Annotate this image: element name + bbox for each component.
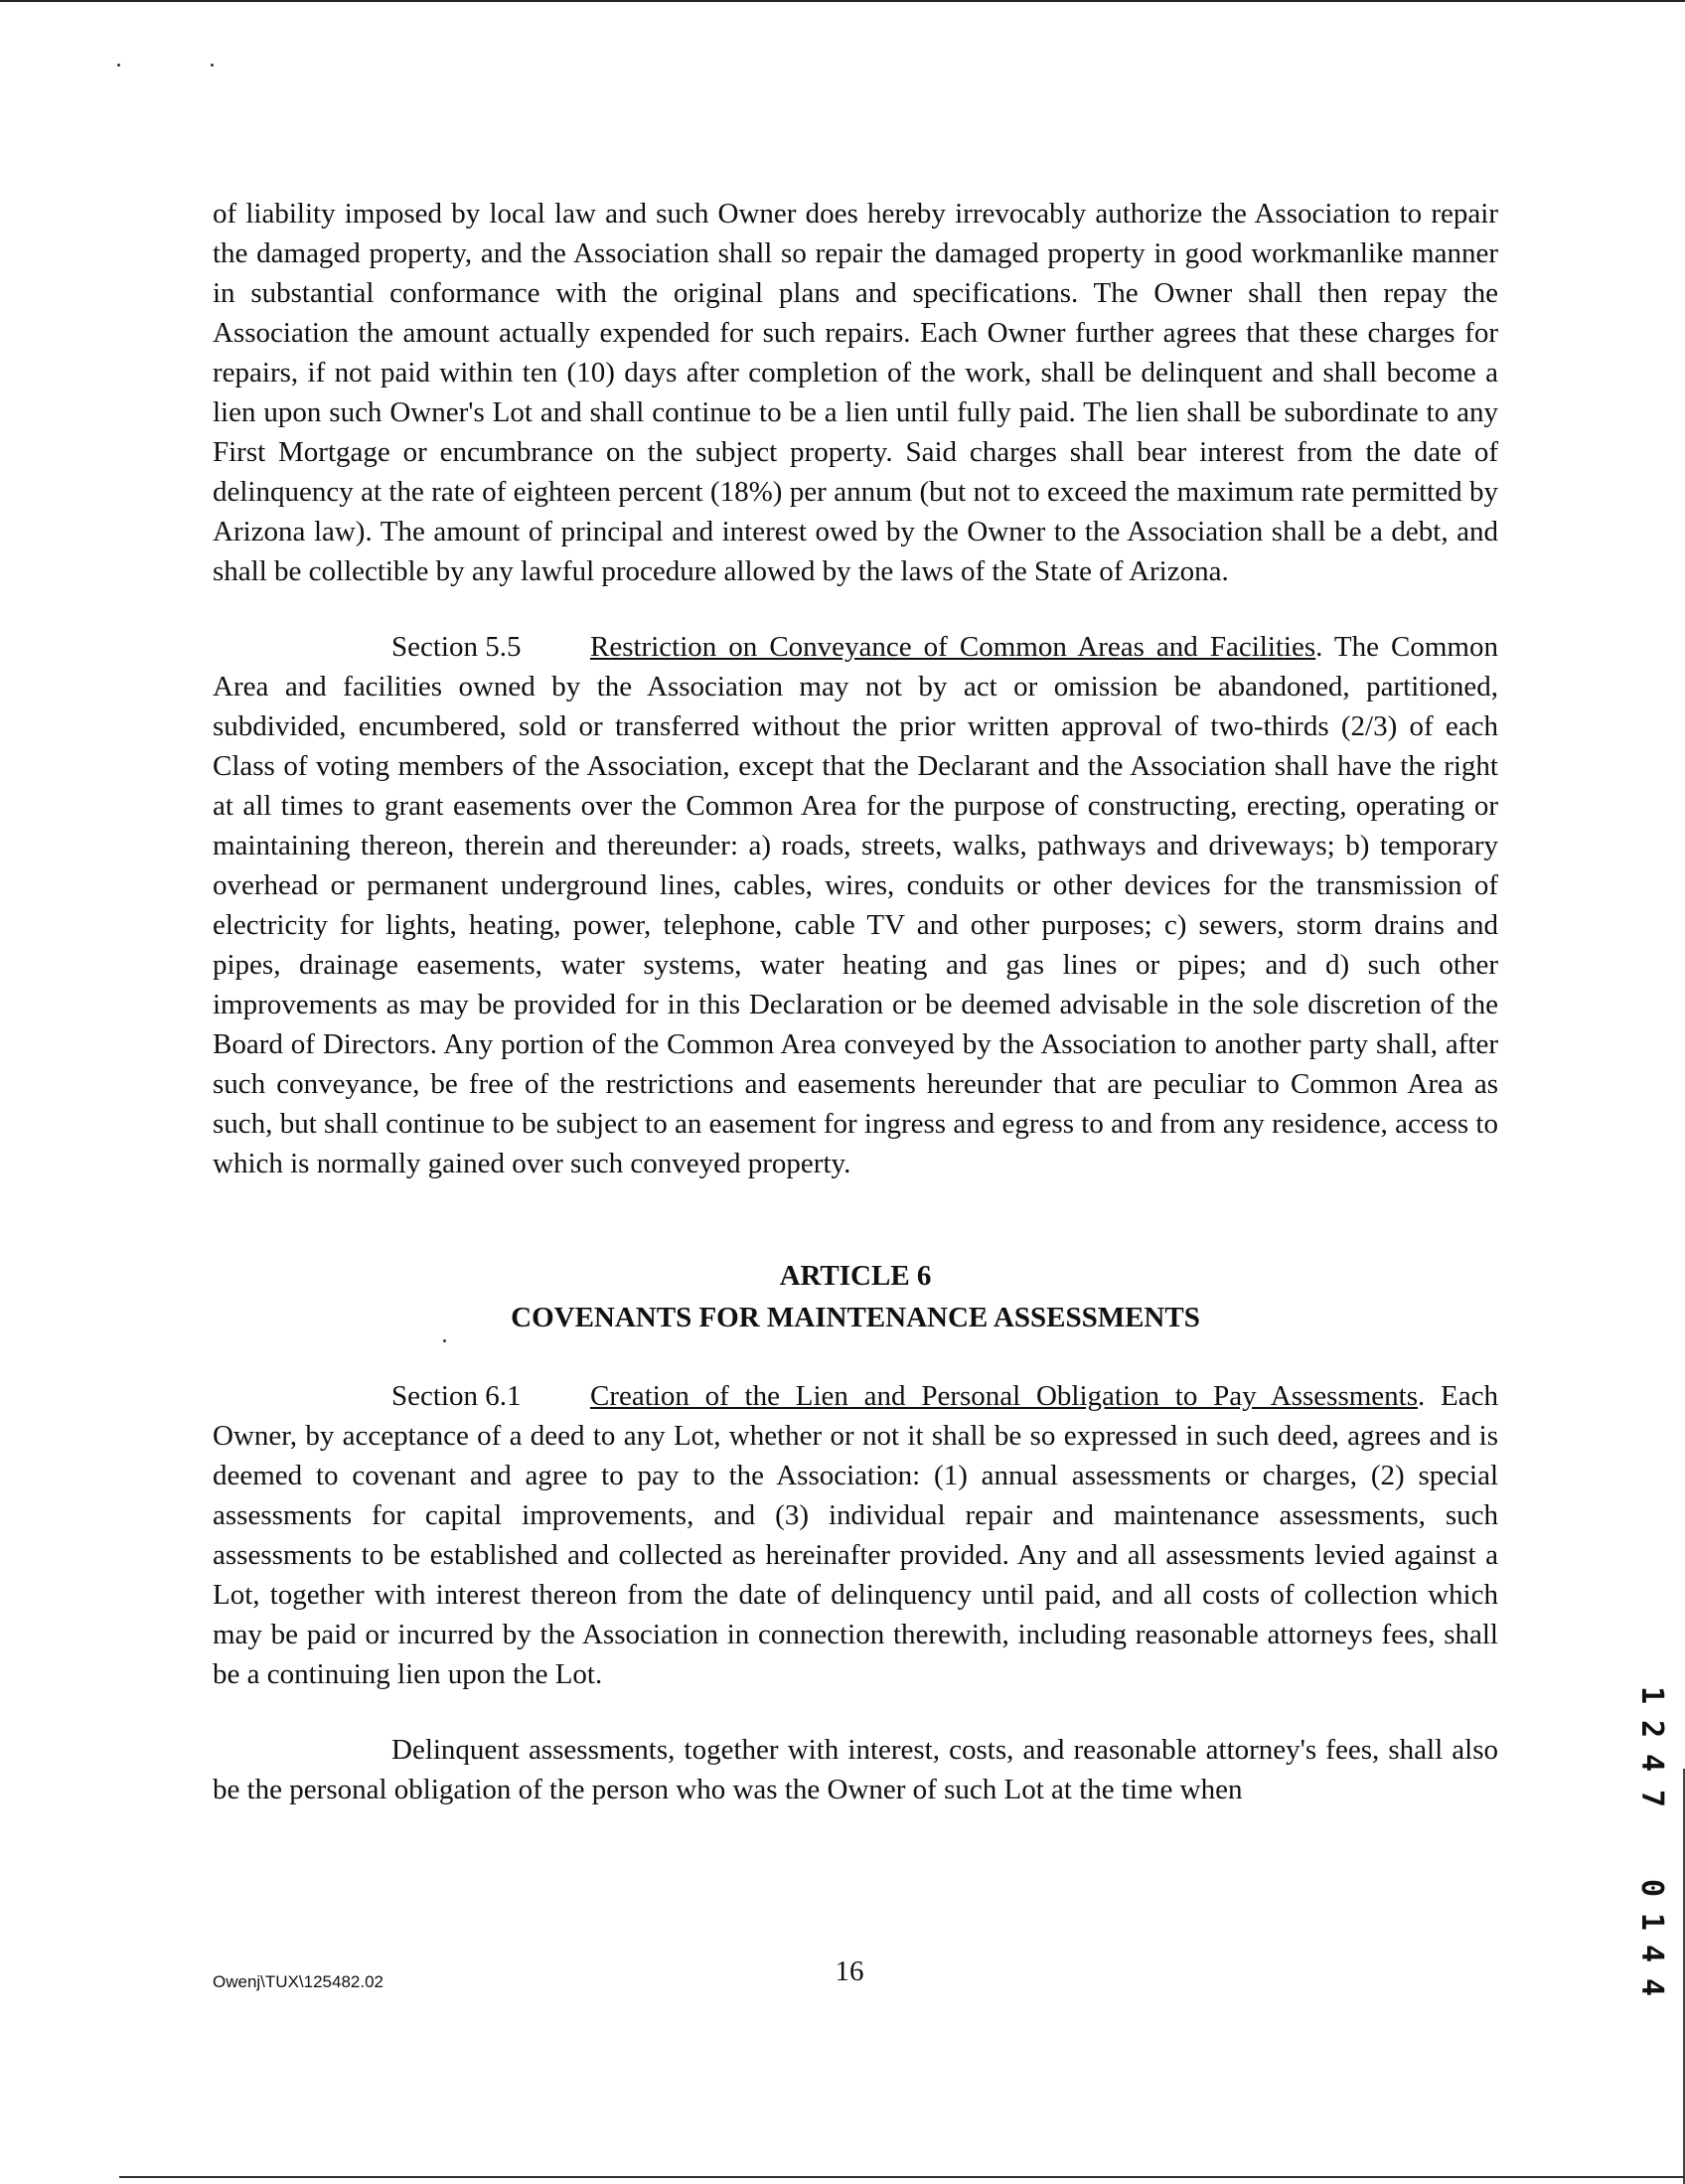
page-edge-bottom	[119, 2176, 1685, 2178]
recording-number-stamp	[1631, 1565, 1671, 2062]
stamp-digit: 4	[1634, 1977, 1669, 1997]
section-6-1	[213, 1376, 1498, 1694]
section-body: . Each Owner, by acceptance of a deed to any Lot, whether or not it shall be so expressed in such deed, agrees and is deemed to covenant and agree to pay to the Association: (1) annual assessments or charges, (2) special assessments for capital improvements, and (3) individual repair and maintenance assessments, such assessments to be established and collected as hereinafter provided. Any and all assessments levied against a Lot, together with interest thereon from the date of delinquency until paid, and all costs of collection which may be paid or incurred by the Association in connection therewith, including reasonable attorneys fees, shall be a continuing lien upon the Lot.	[213, 1380, 1498, 1690]
stamp-digit: 4	[1634, 1753, 1669, 1773]
page-edge-top	[0, 0, 1685, 2]
scan-speck	[211, 64, 214, 67]
section-body: . The Common Area and facilities owned by the Association may not by act or omission be abandoned, partitioned, subdivided, encumbered, sold or transferred without the prior written approval of two-thirds (2/3) of each Class of voting members of the Association, except that the Declarant and the Association shall have the right at all times to grant easements over the Common Area for the purpose of constructing, erecting, operating or maintaining thereon, therein and thereunder: a) roads, streets, walks, pathways and driveways; b) temporary overhead or permanent underground lines, cables, wires, conduits or other devices for the transmission of electricity for lights, heating, power, telephone, cable TV and other purposes; c) sewers, storm drains and pipes, drainage easements, water systems, water heating and gas lines or pipes; and d) such other improvements as may be provided for in this Declaration or be deemed advisable in the sole discretion of the Board of Directors. Any portion of the Common Area conveyed by the Association to another party shall, after such conveyance, be free of the restrictions and easements hereunder that are peculiar to Common Area as such, but shall continue to be subject to an easement for ingress and egress to and from any residence, access to which is normally gained over such conveyed property.	[213, 631, 1498, 1179]
article-number: ARTICLE 6	[779, 1260, 932, 1292]
stamp-digit: 1	[1634, 1912, 1669, 1932]
document-body	[213, 194, 1498, 1809]
spacer	[213, 1183, 1498, 1255]
stamp-digit: 2	[1634, 1719, 1669, 1739]
section-number: Section 6.1	[391, 1380, 522, 1412]
spacer	[213, 1694, 1498, 1730]
scan-speck	[117, 64, 120, 67]
paragraph-liability: of liability imposed by local law and such Owner does hereby irrevocably authorize the Association to repair the damaged property, and the Association shall so repair the damaged property in good workmanlike manner in substantial conformance with the original plans and specifications. The Owner shall then repay the Association the amount actually expended for such repairs. Each Owner further agrees that these charges for repairs, if not paid within ten (10) days after completion of the work, shall be delinquent and shall become a lien upon such Owner's Lot and shall continue to be a lien until fully paid. The lien shall be subordinate to any First Mortgage or encumbrance on the subject property. Said charges shall bear interest from the date of delinquency at the rate of eighteen percent (18%) per annum (but not to exceed the maximum rate permitted by Arizona law). The amount of principal and interest owed by the Owner to the Association shall be a debt, and shall be collectible by any lawful procedure allowed by the laws of the State of Arizona.	[213, 198, 1498, 587]
stamp-digit: 7	[1634, 1789, 1669, 1808]
article-title: COVENANTS FOR MAINTENANCE ASSESSMENTS	[511, 1302, 1200, 1333]
spacer	[213, 591, 1498, 627]
stamp-digit: 4	[1634, 1944, 1669, 1963]
section-number: Section 5.5	[391, 631, 522, 663]
page-number: 16	[835, 1955, 864, 1987]
section-title: Restriction on Conveyance of Common Areas and Facilities	[590, 631, 1316, 663]
section-5-5	[213, 627, 1498, 1183]
stamp-digit: 1	[1634, 1685, 1669, 1705]
paragraph-delinquent: Delinquent assessments, together with interest, costs, and reasonable attorney's fees, shall also be the personal obligation of the person who was the Owner of such Lot at the time when	[213, 1734, 1498, 1805]
stamp-digit: 0	[1634, 1878, 1669, 1898]
spacer	[213, 1338, 1498, 1376]
document-code: Owenj\TUX\125482.02	[213, 1972, 383, 1991]
section-title: Creation of the Lien and Personal Obligation to Pay Assessments	[590, 1380, 1419, 1412]
